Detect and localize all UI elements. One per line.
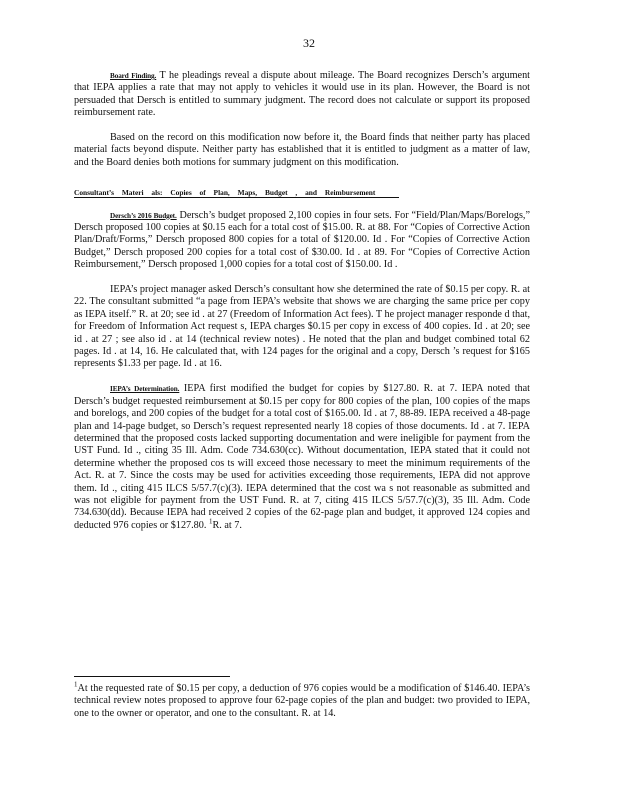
page-number: 32 [303,36,315,50]
run-in-heading: Board Finding. [110,72,157,80]
paragraph-text: Based on the record on this modification now before it, the Board finds that neither party has placed material facts beyond dispute. Neither party has established that it is entitled to judgment as a matter of law, and the Board denies both motions for summary judgment on this modification. [74,132,530,168]
footnote-marker: 1 [74,680,78,689]
paragraph-tail: R. at 7. [212,519,242,531]
section-heading-text: Consultant’s Materi als: Copies of Plan, Maps, Budget , and Reimbursement [74,188,399,198]
paragraph-text: IEPA first modified the budget for copies by $127.80. R. at 7. IEPA noted that Dersch’s budget requested reimbursement at $0.15 per copy for 800 copies of the plan, 100 copies of the maps and borelogs, and 200 copies of the budget for a total cost of $165.00. Id . at 7, 88-89. IEPA received a 48-page plan and 14-page budget, so Dersch’s request represented nearly 18 copies of those documents. Id . at 7. IEPA determined that the proposed costs lacked supporting documentation and were ineligible for payment from the UST Fund. Id ., citing 35 Ill. Adm. Code 734.630(cc). Without documentation, IEPA stated that it could not determine whether the proposed cos ts will exceed those necessary to meet the minimum requirements of the Act. R. at 7. Since the costs may be used for activities exceeding those requirements, IEPA did not approve them. Id ., citing 415 ILCS 5/57.7(c)(3). IEPA determined that the cost wa s not reasonable as submitted and was not eligible for payment from the UST Fund. R. at 7, citing 415 ILCS 5/57.7(c)(3), 35 Ill. Adm. Code 734.630(dd). Because IEPA had received 2 copies of the 62-page plan and budget, it approved 124 copies and deducted 976 copies or $127.80. [74,383,531,531]
paragraph-text: T he pleadings reveal a dispute about mileage. The Board recognizes Dersch’s argument that IEPA applies a rate that may not apply to vehicles it would use in its plan. However, the Board is not persuaded that Dersch is entitled to summary judgment. The record does not calculate or support its proposed reimbursement rate. [74,70,530,119]
footnote [74,680,530,720]
footnote-reference: 1 [208,517,213,526]
footnote-text: At the requested rate of $0.15 per copy, a deduction of 976 copies would be a modification of $146.40. IEPA’s technical review notes proposed to approve four 62-page copies of the plan and budget: two provided to IEPA, one to the owner or operator, and one to the consultant. R. at 14. [74,683,530,719]
footnote-separator [74,676,230,677]
run-in-heading: Dersch’s 2016 Budget. [110,211,177,220]
paragraph-iepa-determination [74,383,530,532]
run-in-heading: IEPA’s Determination. [110,385,180,394]
paragraph-board-finding [74,70,530,120]
paragraph-board-conclusion [74,132,530,169]
paragraph-project-manager [74,284,530,371]
paragraph-text: Dersch’s budget proposed 2,100 copies in four sets. For “Field/Plan/Maps/Borelogs,” Dersch proposed 100 copies at $0.15 each for a total cost of $15.00. R. at 88. For “Copies of Corrective Action Plan/Draft/Forms,” Dersch proposed 800 copies for a total of $120.00. Id . For “Copies of Corrective Action Budget,” Dersch proposed 200 copies for a total cost of $30.00. Id . at 89. For “Copies of Corrective Action Reimbursement,” Dersch proposed 1,000 copies for a total cost of $150.00. Id . [74,209,530,271]
document-body [74,70,530,545]
paragraph-text: IEPA’s project manager asked Dersch’s consultant how she determined the rate of $0.15 per copy. R. at 22. The consultant submitted “a page from IEPA’s website that shows we are charging the same price per copy as IEPA itself.” R. at 20; see id . at 27 (Freedom of Information Act fees). T he project manager responde d that, for Freedom of Information Act request s, IEPA charges $0.15 per copy in excess of 400 copies. Id . at 20; see id . at 27 ; see also id . at 14 (technical review notes) . He noted that the plan and budget combined total 62 pages. Id . at 14, 16. He calculated that, with 124 pages for the original and a copy, Dersch ’s request for $165 represents $1.33 per page. Id . at 16. [74,284,530,370]
paragraph-dersch-budget [74,210,530,272]
section-heading [74,182,530,210]
footnote-text-block [74,680,530,720]
